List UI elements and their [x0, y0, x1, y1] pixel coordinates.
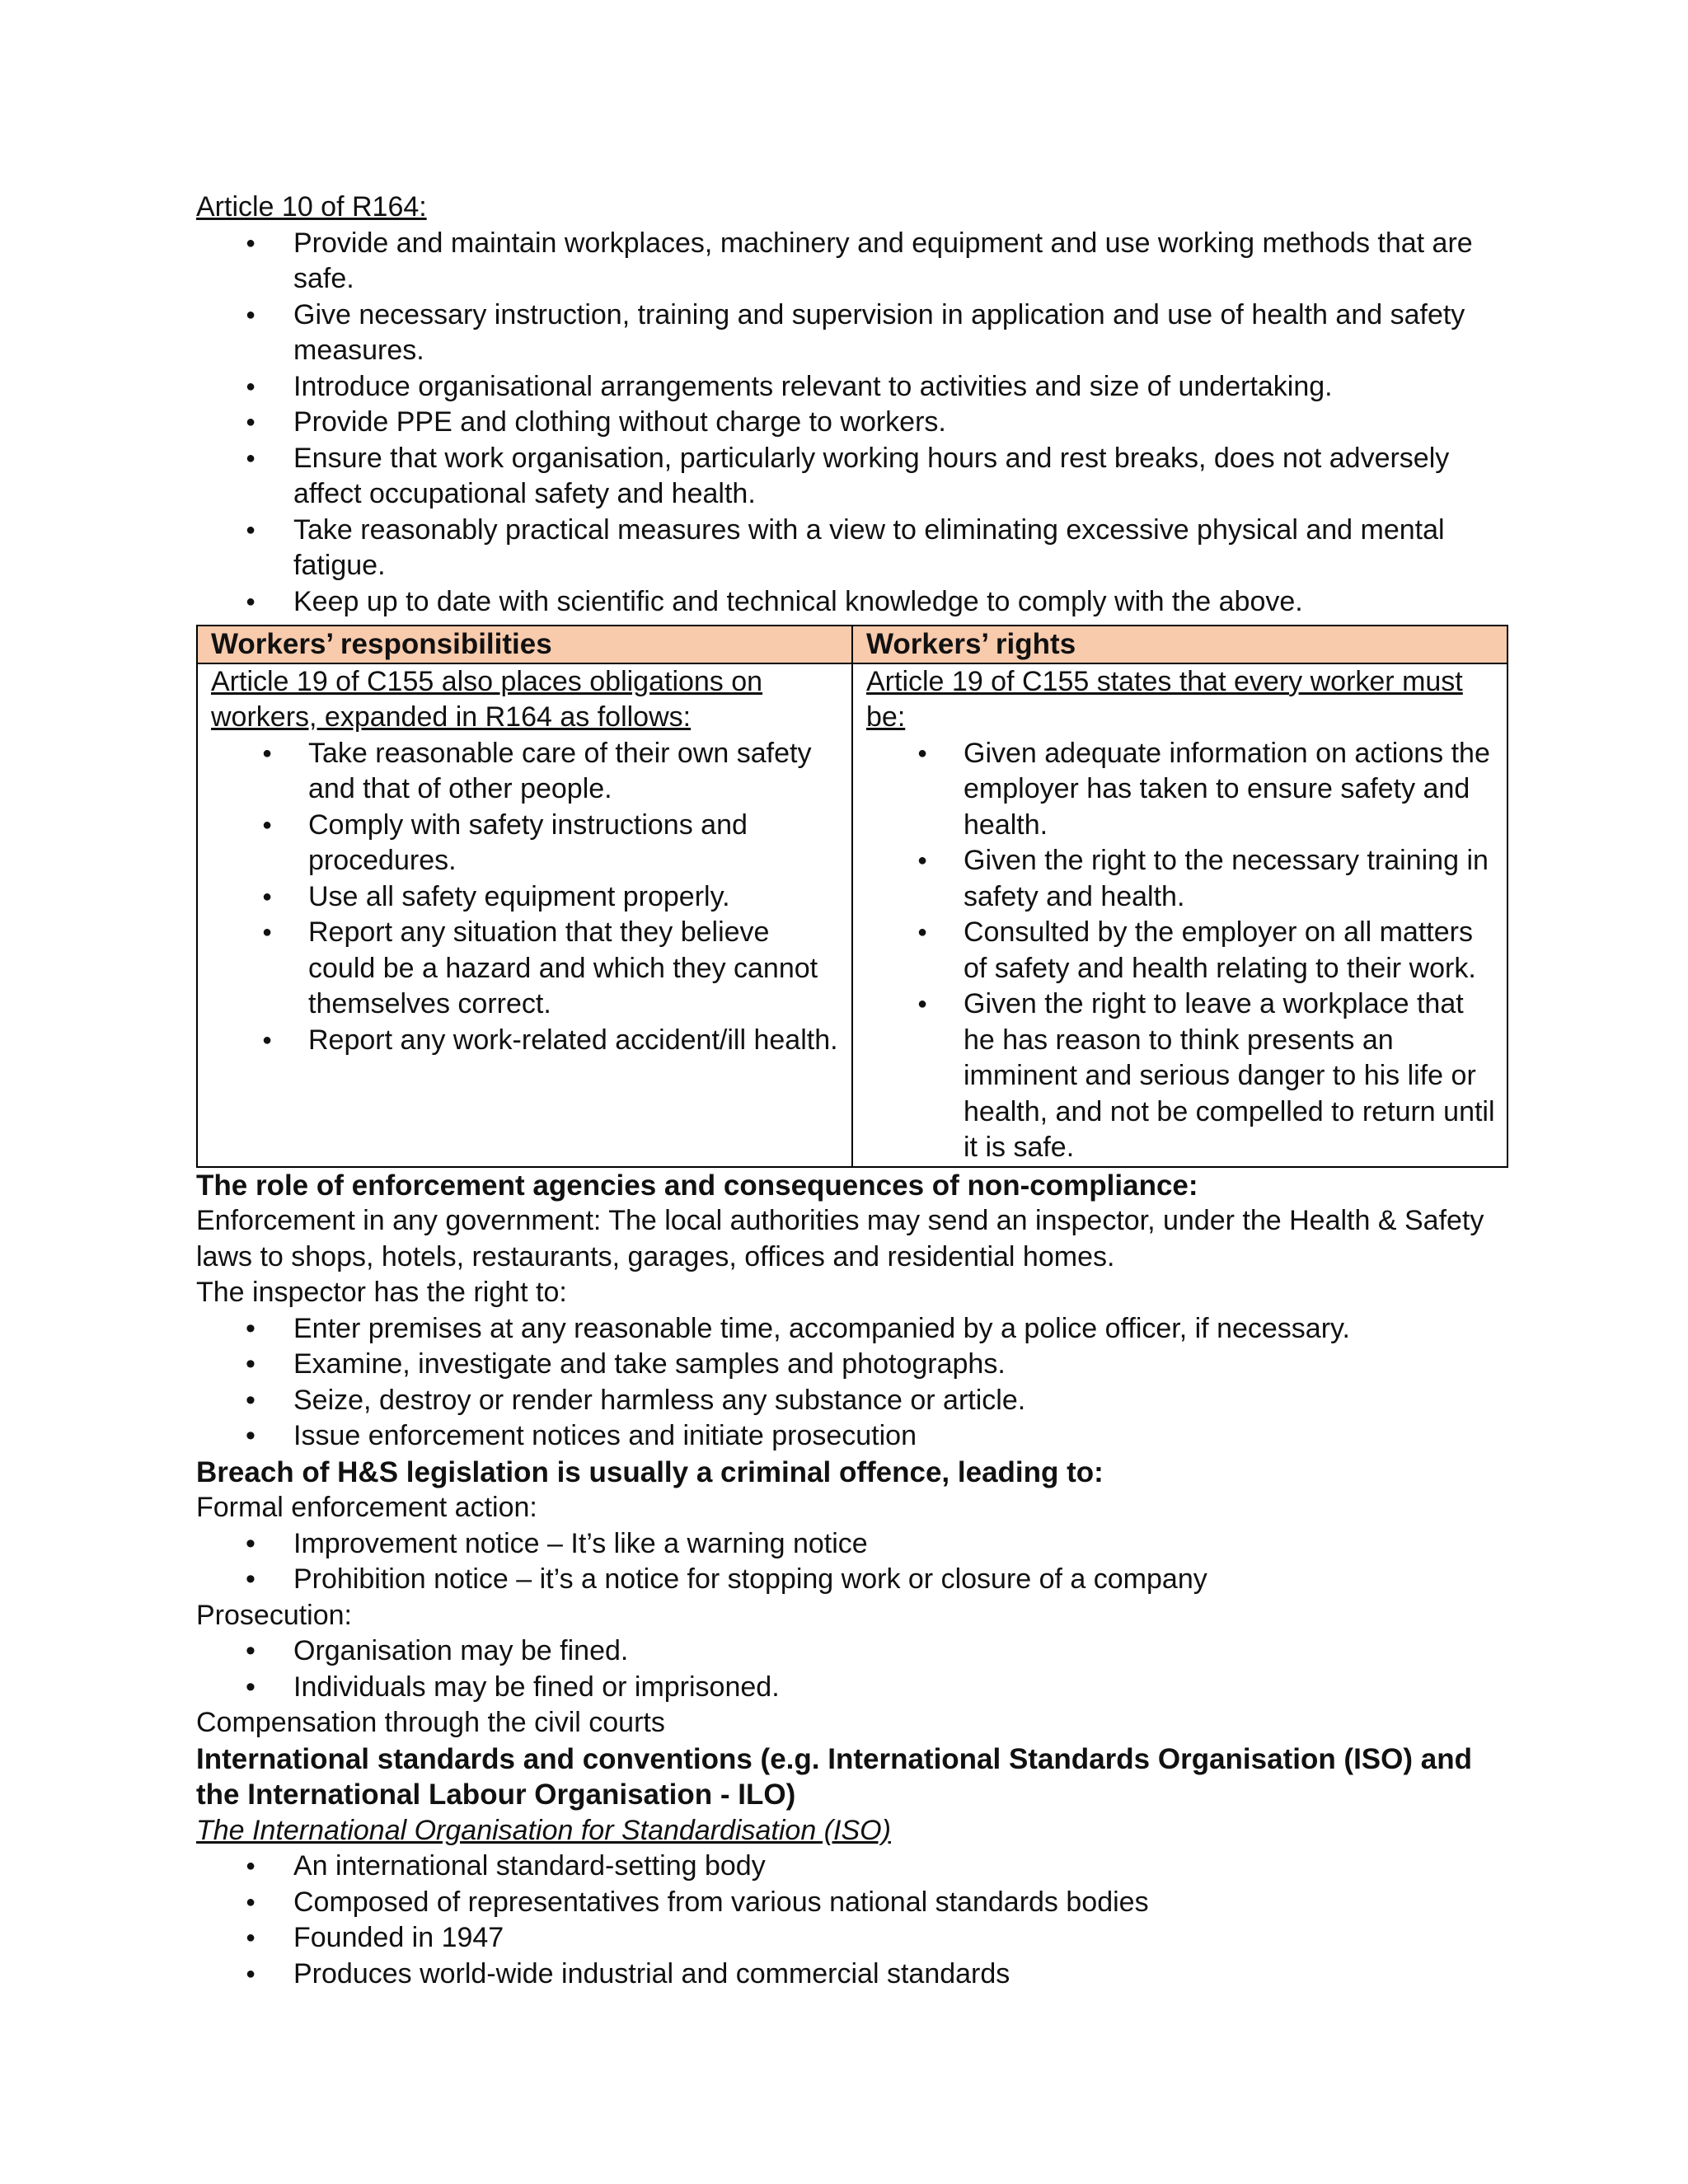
table-header-row — [197, 626, 1507, 663]
rights-intro: Article 19 of C155 states that every worker must be: — [866, 665, 1463, 733]
rights-cell — [852, 663, 1507, 1167]
list-item: ● Keep up to date with scientific and technical knowledge to comply with the above. — [196, 584, 1508, 621]
list-item: • Improvement notice – It’s like a warning notice — [196, 1526, 1508, 1563]
list-item: ● Take reasonable care of their own safety and that of other people. — [211, 736, 843, 808]
list-item: ● Take reasonably practical measures with a view to eliminating excessive physical and mental fatigue. — [196, 513, 1508, 584]
list-item: • Enter premises at any reasonable time, accompanied by a police officer, if necessary. — [196, 1311, 1508, 1347]
inspector-rights-label: The inspector has the right to: — [196, 1277, 567, 1308]
list-item: ● Comply with safety instructions and procedures. — [211, 808, 843, 879]
enforcement-paragraph: Enforcement in any government: The local authorities may send an inspector, under the Health & Safety laws to shops, hotels, restaurants, garages, offices and residential homes. — [196, 1205, 1484, 1272]
list-item: ● Use all safety equipment properly. — [211, 879, 843, 916]
list-item: ● Report any situation that they believe could be a hazard and which they cannot themselves correct. — [211, 915, 843, 1023]
list-item: ● An international standard-setting body — [196, 1849, 1508, 1885]
compensation-text: Compensation through the civil courts — [196, 1707, 665, 1738]
iso-subheading: The International Organisation for Standardisation (ISO) — [196, 1814, 891, 1846]
list-item: • Organisation may be fined. — [196, 1633, 1508, 1670]
list-item: ● Give necessary instruction, training and supervision in application and use of health and safety measures. — [196, 298, 1508, 369]
list-item: ● Composed of representatives from various national standards bodies — [196, 1885, 1508, 1921]
rights-list — [866, 736, 1498, 1166]
responsibilities-list — [211, 736, 843, 1059]
table-row — [197, 663, 1507, 1167]
prosecution-label: Prosecution: — [196, 1599, 352, 1631]
list-item: • Prohibition notice – it’s a notice for stopping work or closure of a company — [196, 1562, 1508, 1598]
list-item: ● Provide and maintain workplaces, machinery and equipment and use working methods that are safe. — [196, 226, 1508, 298]
responsibilities-intro: Article 19 of C155 also places obligations on workers, expanded in R164 as follows: — [211, 665, 763, 733]
list-item: ● Ensure that work organisation, particularly working hours and rest breaks, does not adversely affect occupational safety and health. — [196, 441, 1508, 513]
iso-list — [196, 1849, 1508, 1992]
list-item: • Seize, destroy or render harmless any substance or article. — [196, 1383, 1508, 1419]
inspector-rights-list — [196, 1311, 1508, 1455]
workers-table — [196, 625, 1508, 1168]
enforcement-heading: The role of enforcement agencies and consequences of non-compliance: — [196, 1169, 1198, 1202]
list-item: ● Given adequate information on actions the employer has taken to ensure safety and health. — [866, 736, 1498, 844]
document-page — [196, 190, 1508, 1992]
breach-heading: Breach of H&S legislation is usually a criminal offence, leading to: — [196, 1455, 1104, 1488]
list-item: ● Given the right to the necessary training in safety and health. — [866, 843, 1498, 915]
rights-header: Workers’ rights — [852, 626, 1507, 663]
prosecution-list — [196, 1633, 1508, 1705]
list-item: ● Produces world-wide industrial and commercial standards — [196, 1957, 1508, 1993]
international-heading: International standards and conventions (e.g. International Standards Organisation (ISO) and the International Labour Organisation - ILO) — [196, 1742, 1472, 1811]
list-item: ● Consulted by the employer on all matters of safety and health relating to their work. — [866, 915, 1498, 987]
list-item: • Issue enforcement notices and initiate prosecution — [196, 1418, 1508, 1455]
list-item: ● Report any work-related accident/ill health. — [211, 1023, 843, 1059]
list-item: ● Provide PPE and clothing without charge to workers. — [196, 405, 1508, 441]
list-item: • Individuals may be fined or imprisoned. — [196, 1670, 1508, 1706]
list-item: ● Introduce organisational arrangements relevant to activities and size of undertaking. — [196, 369, 1508, 405]
article10-list — [196, 226, 1508, 621]
responsibilities-header: Workers’ responsibilities — [197, 626, 852, 663]
article10-heading: Article 10 of R164: — [196, 191, 427, 223]
list-item: ● Given the right to leave a workplace that he has reason to think presents an imminent and serious danger to his life or health, and not be compelled to return until it is safe. — [866, 987, 1498, 1166]
responsibilities-cell — [197, 663, 852, 1167]
list-item: • Examine, investigate and take samples and photographs. — [196, 1347, 1508, 1383]
formal-enforcement-label: Formal enforcement action: — [196, 1492, 537, 1523]
formal-enforcement-list — [196, 1526, 1508, 1598]
list-item: ● Founded in 1947 — [196, 1920, 1508, 1957]
